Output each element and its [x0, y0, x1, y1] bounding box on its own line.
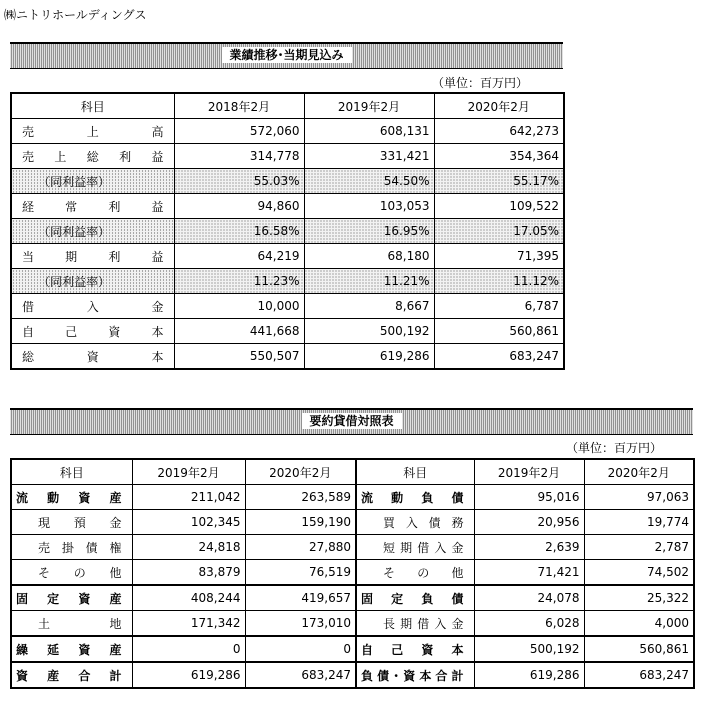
- asset-value: 159,190: [245, 510, 356, 535]
- table-row: [11, 585, 694, 611]
- liability-value: 560,861: [584, 636, 694, 662]
- liability-label: 固定負債: [356, 585, 474, 611]
- asset-value: 263,589: [245, 485, 356, 510]
- performance-table: [10, 92, 565, 370]
- asset-value: 408,244: [132, 585, 245, 611]
- table-row: [11, 636, 694, 662]
- row-label: 経常利益: [11, 194, 174, 219]
- liability-value: 4,000: [584, 611, 694, 637]
- liability-label: 流動負債: [356, 485, 474, 510]
- row-label: 総資本: [11, 344, 174, 370]
- asset-label: その他: [11, 560, 132, 586]
- table-row: [11, 269, 564, 294]
- header-year: 2018年2月: [174, 93, 304, 119]
- asset-label: 資産合計: [11, 662, 132, 688]
- balance-rows: [11, 485, 694, 689]
- liability-value: 25,322: [584, 585, 694, 611]
- row-value: 11.23%: [174, 269, 304, 294]
- table-row: [11, 510, 694, 535]
- table-row: [11, 611, 694, 637]
- liability-value: 2,639: [474, 535, 584, 560]
- asset-value: 211,042: [132, 485, 245, 510]
- asset-value: 102,345: [132, 510, 245, 535]
- liability-value: 97,063: [584, 485, 694, 510]
- header-year: 2020年2月: [245, 459, 356, 485]
- liability-label: 長期借入金: [356, 611, 474, 637]
- row-value: 16.95%: [304, 219, 434, 244]
- row-value: 17.05%: [434, 219, 564, 244]
- asset-value: 419,657: [245, 585, 356, 611]
- row-value: 11.12%: [434, 269, 564, 294]
- row-value: 314,778: [174, 144, 304, 169]
- asset-label: 売掛債権: [11, 535, 132, 560]
- row-value: 11.21%: [304, 269, 434, 294]
- row-value: 64,219: [174, 244, 304, 269]
- row-value: 55.03%: [174, 169, 304, 194]
- asset-value: 171,342: [132, 611, 245, 637]
- table-row: [11, 485, 694, 510]
- table-row: [11, 662, 694, 688]
- liability-value: 2,787: [584, 535, 694, 560]
- row-label: 借入金: [11, 294, 174, 319]
- balance-title-bar: [10, 408, 693, 435]
- table-row: [11, 219, 564, 244]
- header-item-liabilities: 科目: [356, 459, 474, 485]
- row-value: 441,668: [174, 319, 304, 344]
- liability-label: 負債･資本合計: [356, 662, 474, 688]
- performance-unit: （単位：百万円）: [432, 76, 529, 90]
- table-row: [11, 560, 694, 586]
- asset-label: 現預金: [11, 510, 132, 535]
- liability-value: 95,016: [474, 485, 584, 510]
- asset-value: 0: [245, 636, 356, 662]
- liability-label: 自己資本: [356, 636, 474, 662]
- asset-value: 76,519: [245, 560, 356, 586]
- liability-label: 買入債務: [356, 510, 474, 535]
- liability-value: 19,774: [584, 510, 694, 535]
- row-value: 572,060: [174, 119, 304, 144]
- liability-label: その他: [356, 560, 474, 586]
- row-value: 560,861: [434, 319, 564, 344]
- row-value: 6,787: [434, 294, 564, 319]
- header-year: 2019年2月: [474, 459, 584, 485]
- liability-value: 20,956: [474, 510, 584, 535]
- performance-rows: [11, 119, 564, 370]
- header-year: 2020年2月: [434, 93, 564, 119]
- row-label: （同利益率）: [11, 269, 174, 294]
- liability-value: 6,028: [474, 611, 584, 637]
- header-item-assets: 科目: [11, 459, 132, 485]
- asset-value: 683,247: [245, 662, 356, 688]
- asset-value: 619,286: [132, 662, 245, 688]
- header-year: 2019年2月: [132, 459, 245, 485]
- liability-value: 683,247: [584, 662, 694, 688]
- row-value: 354,364: [434, 144, 564, 169]
- row-value: 71,395: [434, 244, 564, 269]
- row-value: 54.50%: [304, 169, 434, 194]
- asset-value: 173,010: [245, 611, 356, 637]
- asset-label: 土地: [11, 611, 132, 637]
- row-value: 109,522: [434, 194, 564, 219]
- row-value: 683,247: [434, 344, 564, 370]
- row-value: 619,286: [304, 344, 434, 370]
- row-value: 642,273: [434, 119, 564, 144]
- balance-table: [10, 458, 695, 689]
- performance-title-bar: [10, 42, 563, 69]
- row-label: 売上総利益: [11, 144, 174, 169]
- table-row: [11, 244, 564, 269]
- table-row: [11, 194, 564, 219]
- row-value: 103,053: [304, 194, 434, 219]
- asset-value: 83,879: [132, 560, 245, 586]
- row-label: （同利益率）: [11, 219, 174, 244]
- row-value: 68,180: [304, 244, 434, 269]
- row-value: 55.17%: [434, 169, 564, 194]
- asset-value: 24,818: [132, 535, 245, 560]
- liability-value: 24,078: [474, 585, 584, 611]
- row-value: 8,667: [304, 294, 434, 319]
- asset-label: 繰延資産: [11, 636, 132, 662]
- asset-value: 27,880: [245, 535, 356, 560]
- row-label: 当期利益: [11, 244, 174, 269]
- row-value: 500,192: [304, 319, 434, 344]
- liability-value: 619,286: [474, 662, 584, 688]
- row-value: 16.58%: [174, 219, 304, 244]
- liability-value: 71,421: [474, 560, 584, 586]
- row-value: 608,131: [304, 119, 434, 144]
- balance-title: 要約貸借対照表: [301, 413, 401, 429]
- balance-unit: （単位：百万円）: [566, 441, 663, 455]
- table-row: [11, 169, 564, 194]
- asset-label: 流動資産: [11, 485, 132, 510]
- row-value: 331,421: [304, 144, 434, 169]
- company-name: ㈱ニトリホールディングス: [4, 8, 147, 22]
- table-row: [11, 344, 564, 370]
- table-row: [11, 294, 564, 319]
- row-value: 550,507: [174, 344, 304, 370]
- table-row: [11, 535, 694, 560]
- liability-value: 74,502: [584, 560, 694, 586]
- row-label: 売上高: [11, 119, 174, 144]
- row-value: 10,000: [174, 294, 304, 319]
- header-year: 2019年2月: [304, 93, 434, 119]
- header-year: 2020年2月: [584, 459, 694, 485]
- row-label: （同利益率）: [11, 169, 174, 194]
- row-value: 94,860: [174, 194, 304, 219]
- liability-value: 500,192: [474, 636, 584, 662]
- performance-title: 業績推移･当期見込み: [221, 47, 351, 63]
- asset-value: 0: [132, 636, 245, 662]
- asset-label: 固定資産: [11, 585, 132, 611]
- table-row: [11, 144, 564, 169]
- header-item: 科目: [11, 93, 174, 119]
- table-row: [11, 119, 564, 144]
- table-row: [11, 319, 564, 344]
- row-label: 自己資本: [11, 319, 174, 344]
- liability-label: 短期借入金: [356, 535, 474, 560]
